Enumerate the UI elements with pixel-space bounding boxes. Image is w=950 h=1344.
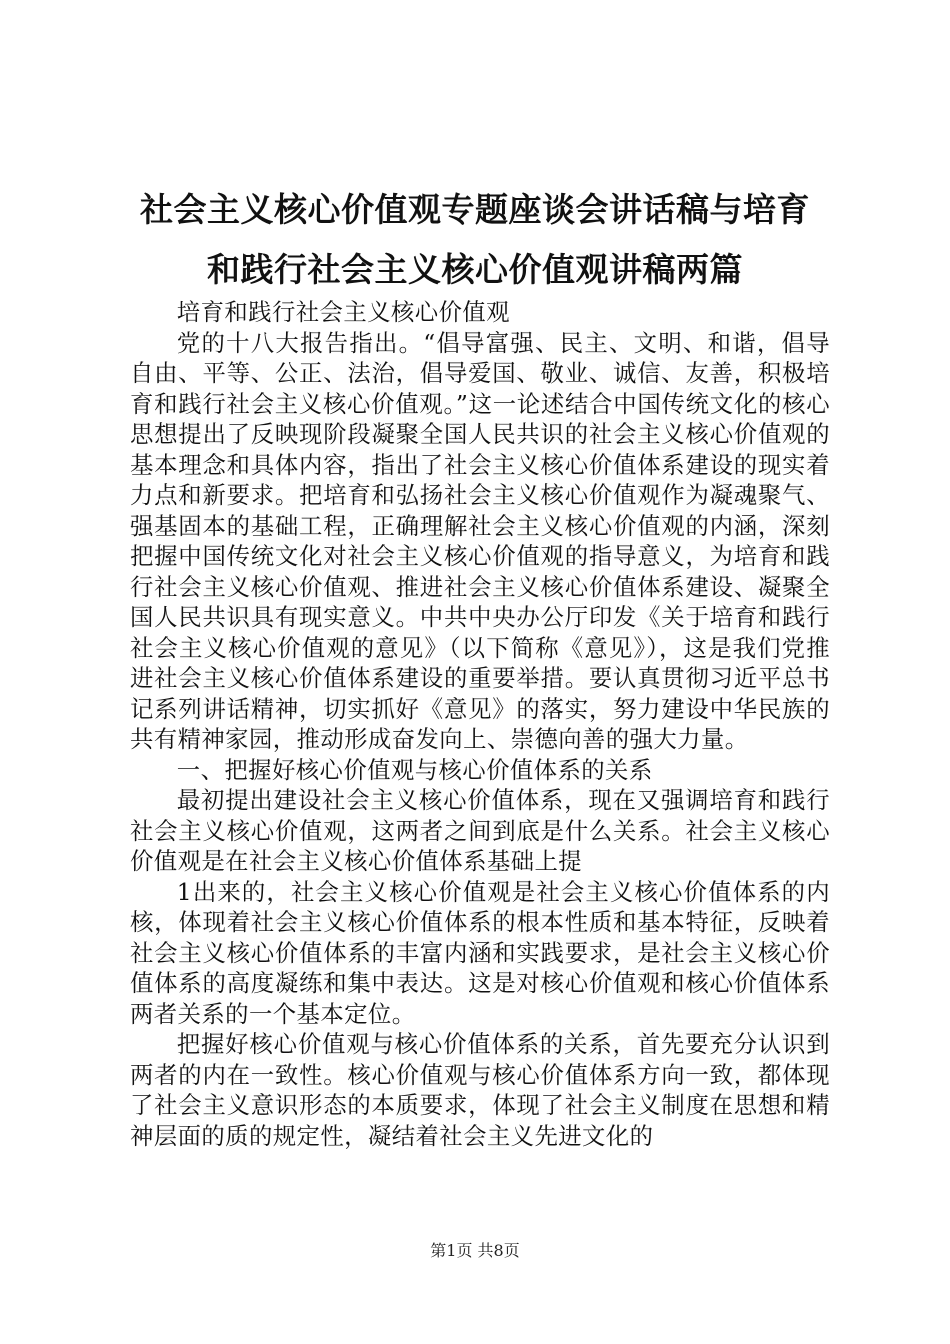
page-footer: 第1页 共8页 [430, 1241, 520, 1260]
paragraph-section-1-c: 把握好核心价值观与核心价值体系的关系，首先要充分认识到两者的内在一致性。核心价值观与核心价值体系方向一致，都体现了社会主义意识形态的本质要求，体现了社会主义制度在思想和精神层面的质的规定性，凝结着社会主义先进文化的 [130, 1030, 830, 1150]
document-title-line-2: 和践行社会主义核心价值观讲稿两篇 [207, 250, 743, 289]
paragraph-section-1-a: 最初提出建设社会主义核心价值体系，现在又强调培育和践行社会主义核心价值观，这两者之间到底是什么关系。社会主义核心价值观是在社会主义核心价值体系基础上提 [130, 786, 830, 875]
paragraph-intro: 党的十八大报告指出。“倡导富强、民主、文明、和谐，倡导自由、平等、公正、法治，倡导爱国、敬业、诚信、友善，积极培育和践行社会主义核心价值观。”这一论述结合中国传统文化的核心思想提出了反映现阶段凝聚全国人民共识的社会主义核心价值观的基本理念和具体内容，指出了社会主义核心价值体系建设的现实着力点和新要求。把培育和弘扬社会主义核心价值观作为凝魂聚气、强基固本的基础工程，正确理解社会主义核心价值观的内涵，深刻把握中国传统文化对社会主义核心价值观的指导意义，为培育和践行社会主义核心价值观、推进社会主义核心价值体系建设、凝聚全国人民共识具有现实意义。中共中央办公厅印发《关于培育和践行社会主义核心价值观的意见》（以下简称《意见》），这是我们党推进社会主义核心价值体系建设的重要举措。要认真贯彻习近平总书记系列讲话精神，切实抓好《意见》的落实，努力建设中华民族的共有精神家园，推动形成奋发向上、崇德向善的强大力量。 [130, 328, 830, 753]
paragraph-subtitle: 培育和践行社会主义核心价值观 [176, 298, 510, 326]
document-body [130, 297, 830, 1151]
paragraph-section-1-b: 1出来的，社会主义核心价值观是社会主义核心价值体系的内核，体现着社会主义核心价值体系的根本性质和基本特征，反映着社会主义核心价值体系的丰富内涵和实践要求，是社会主义核心价值体系的高度凝练和集中表达。这是对核心价值观和核心价值体系两者关系的一个基本定位。 [130, 877, 830, 1028]
document-title-line-1: 社会主义核心价值观专题座谈会讲话稿与培育 [140, 190, 810, 229]
section-heading-1: 一、把握好核心价值观与核心价值体系的关系 [176, 755, 653, 784]
